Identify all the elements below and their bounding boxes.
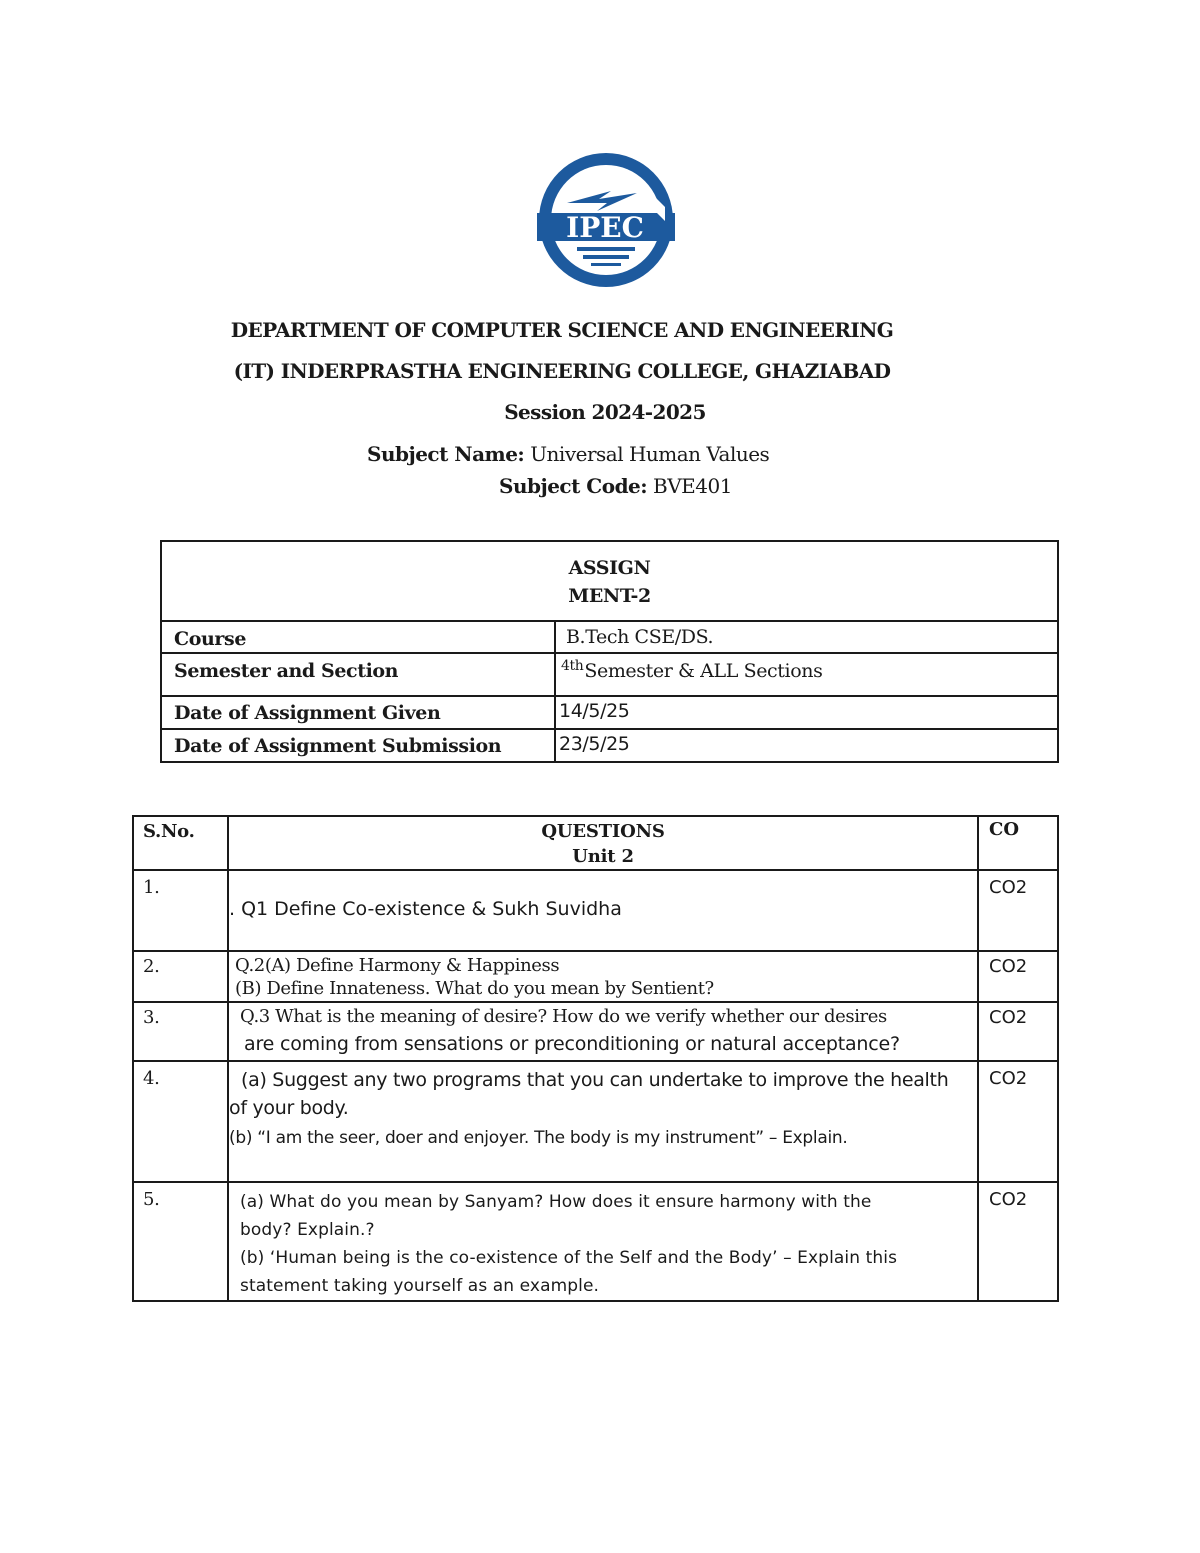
question-text bbox=[228, 951, 978, 1002]
table-row bbox=[133, 951, 1058, 1002]
info-row-semester bbox=[161, 653, 1058, 696]
question-line: (b) ‘Human being is the co-existence of the Self and the Body’ – Explain this bbox=[240, 1248, 898, 1268]
question-text bbox=[228, 1002, 978, 1061]
info-label: Date of Assignment Given bbox=[161, 696, 555, 729]
question-line: (B) Define Innateness. What do you mean by Sentient? bbox=[235, 978, 714, 999]
semester-sup: 4th bbox=[561, 658, 584, 674]
info-value: Semester & ALL Sections bbox=[584, 660, 823, 682]
header-questions-title: QUESTIONS bbox=[541, 821, 665, 842]
question-line: Q.2(A) Define Harmony & Happiness bbox=[235, 955, 560, 976]
assignment-info-table bbox=[160, 540, 1059, 763]
info-row-date-given bbox=[161, 696, 1058, 729]
ipec-logo bbox=[537, 151, 675, 289]
subject-code-value: BVE401 bbox=[653, 474, 732, 498]
info-title-row bbox=[161, 541, 1058, 621]
assignment-title bbox=[161, 541, 1058, 621]
row-co: CO2 bbox=[978, 1182, 1058, 1301]
info-value-cell bbox=[555, 653, 1058, 696]
header-unit: Unit 2 bbox=[572, 846, 634, 867]
subject-code-line bbox=[499, 474, 732, 498]
question-text bbox=[228, 1182, 978, 1301]
question-line: Q.3 What is the meaning of desire? How do we verify whether our desires bbox=[240, 1006, 887, 1027]
question-line: (a) Suggest any two programs that you can undertake to improve the health bbox=[241, 1069, 949, 1091]
header-questions bbox=[228, 816, 978, 870]
row-co: CO2 bbox=[978, 870, 1058, 951]
assignment-title-line1: ASSIGN bbox=[568, 557, 651, 579]
session-heading: Session 2024-2025 bbox=[504, 400, 706, 424]
subject-name-value: Universal Human Values bbox=[530, 442, 770, 466]
info-label: Date of Assignment Submission bbox=[161, 729, 555, 762]
header-co: CO bbox=[978, 816, 1058, 870]
row-co: CO2 bbox=[978, 1002, 1058, 1061]
subject-code-label: Subject Code: bbox=[499, 474, 648, 498]
department-heading: DEPARTMENT OF COMPUTER SCIENCE AND ENGINEERING bbox=[230, 318, 894, 342]
row-co: CO2 bbox=[978, 1061, 1058, 1182]
question-text bbox=[228, 1061, 978, 1182]
row-sno: 2. bbox=[133, 951, 228, 1002]
logo-text: IPEC bbox=[566, 211, 644, 244]
table-row bbox=[133, 1002, 1058, 1061]
info-value: B.Tech CSE/DS. bbox=[555, 621, 1058, 653]
info-row-date-submission bbox=[161, 729, 1058, 762]
info-value: 23/5/25 bbox=[555, 729, 1058, 762]
row-sno: 4. bbox=[133, 1061, 228, 1182]
college-heading: (IT) INDERPRASTHA ENGINEERING COLLEGE, GHAZIABAD bbox=[233, 359, 891, 383]
row-co: CO2 bbox=[978, 951, 1058, 1002]
header-sno: S.No. bbox=[133, 816, 228, 870]
question-line: statement taking yourself as an example. bbox=[240, 1276, 600, 1296]
question-line: . Q1 Define Co-existence & Sukh Suvidha bbox=[229, 898, 622, 920]
info-label: Semester and Section bbox=[161, 653, 555, 696]
row-sno: 1. bbox=[133, 870, 228, 951]
table-row bbox=[133, 1182, 1058, 1301]
question-text bbox=[228, 870, 978, 951]
question-line: of your body. bbox=[229, 1097, 349, 1119]
row-sno: 3. bbox=[133, 1002, 228, 1061]
question-line: are coming from sensations or preconditioning or natural acceptance? bbox=[244, 1033, 900, 1055]
subject-name-line bbox=[367, 442, 769, 466]
assignment-title-line2: MENT-2 bbox=[568, 585, 651, 607]
row-sno: 5. bbox=[133, 1182, 228, 1301]
info-label: Course bbox=[161, 621, 555, 653]
question-line: (b) “I am the seer, doer and enjoyer. The body is my instrument” – Explain. bbox=[229, 1128, 848, 1148]
questions-header-row bbox=[133, 816, 1058, 870]
info-value: 14/5/25 bbox=[555, 696, 1058, 729]
info-row-course bbox=[161, 621, 1058, 653]
table-row bbox=[133, 870, 1058, 951]
subject-name-label: Subject Name: bbox=[367, 442, 525, 466]
question-line: (a) What do you mean by Sanyam? How does it ensure harmony with the bbox=[240, 1192, 872, 1212]
questions-table bbox=[132, 815, 1059, 1302]
table-row bbox=[133, 1061, 1058, 1182]
question-line: body? Explain.? bbox=[240, 1220, 375, 1240]
